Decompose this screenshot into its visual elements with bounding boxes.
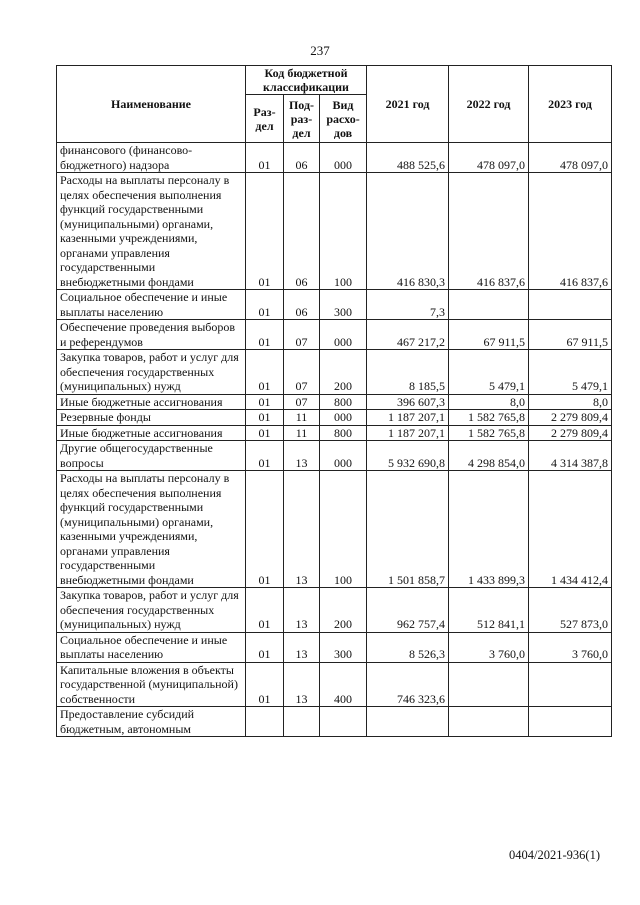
table-row [57, 632, 612, 662]
row-value-2021: 8 185,5 [367, 350, 449, 395]
row-value-2021: 5 932 690,8 [367, 441, 449, 471]
row-section: 01 [246, 632, 284, 662]
row-expense-type: 200 [320, 588, 367, 633]
row-value-2023: 5 479,1 [529, 350, 612, 395]
header-2021: 2021 год [367, 66, 449, 143]
row-value-2022: 5 479,1 [449, 350, 529, 395]
row-expense-type: 000 [320, 441, 367, 471]
row-section: 01 [246, 350, 284, 395]
row-section: 01 [246, 173, 284, 290]
row-subsection [284, 707, 320, 737]
page-number: 237 [310, 43, 330, 58]
row-value-2021: 488 525,6 [367, 143, 449, 173]
row-value-2022: 8,0 [449, 394, 529, 410]
row-expense-type: 100 [320, 173, 367, 290]
row-value-2023: 8,0 [529, 394, 612, 410]
row-value-2021: 8 526,3 [367, 632, 449, 662]
row-value-2021: 467 217,2 [367, 320, 449, 350]
row-value-2023: 416 837,6 [529, 173, 612, 290]
row-expense-type: 000 [320, 410, 367, 426]
row-value-2022: 512 841,1 [449, 588, 529, 633]
row-subsection: 11 [284, 410, 320, 426]
row-expense-type: 000 [320, 320, 367, 350]
row-section [246, 707, 284, 737]
row-subsection: 13 [284, 441, 320, 471]
row-value-2022: 67 911,5 [449, 320, 529, 350]
table-row [57, 441, 612, 471]
table-row [57, 350, 612, 395]
row-value-2021: 7,3 [367, 290, 449, 320]
table-row [57, 707, 612, 737]
row-value-2021 [367, 707, 449, 737]
row-name: Капитальные вложения в объекты государственной (муниципальной) собственности [57, 662, 246, 707]
row-subsection: 11 [284, 425, 320, 441]
row-name: Закупка товаров, работ и услуг для обеспечения государственных (муниципальных) нужд [57, 350, 246, 395]
row-value-2023: 2 279 809,4 [529, 425, 612, 441]
row-expense-type: 400 [320, 662, 367, 707]
row-value-2023: 1 434 412,4 [529, 471, 612, 588]
row-value-2022: 1 433 899,3 [449, 471, 529, 588]
row-name: Резервные фонды [57, 410, 246, 426]
header-name: Наименование [57, 66, 246, 143]
row-subsection: 13 [284, 632, 320, 662]
row-expense-type: 800 [320, 394, 367, 410]
row-section: 01 [246, 425, 284, 441]
row-section: 01 [246, 441, 284, 471]
row-name: Иные бюджетные ассигнования [57, 425, 246, 441]
row-value-2021: 1 187 207,1 [367, 425, 449, 441]
row-section: 01 [246, 410, 284, 426]
footer-document-code: 0404/2021-936(1) [509, 848, 600, 862]
row-value-2023 [529, 290, 612, 320]
table-row [57, 662, 612, 707]
table-body [57, 143, 612, 737]
row-value-2022: 1 582 765,8 [449, 410, 529, 426]
row-value-2022 [449, 662, 529, 707]
row-expense-type: 000 [320, 143, 367, 173]
row-section: 01 [246, 143, 284, 173]
row-value-2022: 416 837,6 [449, 173, 529, 290]
row-subsection: 13 [284, 662, 320, 707]
row-section: 01 [246, 662, 284, 707]
row-section: 01 [246, 320, 284, 350]
row-expense-type: 100 [320, 471, 367, 588]
row-value-2021: 1 187 207,1 [367, 410, 449, 426]
row-section: 01 [246, 588, 284, 633]
table-row [57, 143, 612, 173]
row-section: 01 [246, 290, 284, 320]
row-value-2023 [529, 707, 612, 737]
table-row [57, 410, 612, 426]
row-subsection: 06 [284, 173, 320, 290]
row-value-2021: 416 830,3 [367, 173, 449, 290]
row-name: Закупка товаров, работ и услуг для обеспечения государственных (муниципальных) нужд [57, 588, 246, 633]
table-header [57, 66, 612, 143]
row-name: Другие общегосударственные вопросы [57, 441, 246, 471]
row-subsection: 07 [284, 320, 320, 350]
header-2023: 2023 год [529, 66, 612, 143]
row-value-2023: 3 760,0 [529, 632, 612, 662]
row-value-2023: 478 097,0 [529, 143, 612, 173]
header-2022: 2022 год [449, 66, 529, 143]
row-name: Обеспечение проведения выборов и референдумов [57, 320, 246, 350]
row-name: Расходы на выплаты персоналу в целях обеспечения выполнения функций государственными (муниципальными) органами, казенными учреждениями, органами управления государственными внебюджетными фондами [57, 471, 246, 588]
budget-table [56, 65, 612, 737]
row-name: финансового (финансово-бюджетного) надзора [57, 143, 246, 173]
row-subsection: 06 [284, 143, 320, 173]
row-value-2021: 746 323,6 [367, 662, 449, 707]
row-section: 01 [246, 394, 284, 410]
row-value-2022: 478 097,0 [449, 143, 529, 173]
row-value-2022: 4 298 854,0 [449, 441, 529, 471]
row-name: Предоставление субсидий бюджетным, автономным [57, 707, 246, 737]
row-expense-type [320, 707, 367, 737]
table-row [57, 394, 612, 410]
table-row [57, 290, 612, 320]
row-name: Социальное обеспечение и иные выплаты населению [57, 632, 246, 662]
row-name: Социальное обеспечение и иные выплаты населению [57, 290, 246, 320]
row-expense-type: 800 [320, 425, 367, 441]
table-row [57, 320, 612, 350]
row-subsection: 06 [284, 290, 320, 320]
row-subsection: 13 [284, 588, 320, 633]
table-row [57, 471, 612, 588]
row-value-2021: 962 757,4 [367, 588, 449, 633]
row-value-2022: 3 760,0 [449, 632, 529, 662]
row-value-2021: 396 607,3 [367, 394, 449, 410]
row-subsection: 13 [284, 471, 320, 588]
row-expense-type: 300 [320, 290, 367, 320]
row-value-2023: 4 314 387,8 [529, 441, 612, 471]
row-section: 01 [246, 471, 284, 588]
row-expense-type: 300 [320, 632, 367, 662]
header-expense-type: Вид расхо- дов [320, 95, 367, 143]
table-row [57, 588, 612, 633]
table-row [57, 173, 612, 290]
header-subsection: Под- раз- дел [284, 95, 320, 143]
row-value-2023 [529, 662, 612, 707]
row-name: Расходы на выплаты персоналу в целях обеспечения выполнения функций государственными (муниципальными) органами, казенными учреждениями, органами управления государственными внебюджетными фондами [57, 173, 246, 290]
row-value-2021: 1 501 858,7 [367, 471, 449, 588]
row-name: Иные бюджетные ассигнования [57, 394, 246, 410]
row-value-2023: 527 873,0 [529, 588, 612, 633]
row-expense-type: 200 [320, 350, 367, 395]
row-subsection: 07 [284, 350, 320, 395]
table-row [57, 425, 612, 441]
header-code-group: Код бюджетной классификации [246, 66, 367, 95]
row-value-2022 [449, 707, 529, 737]
row-value-2023: 2 279 809,4 [529, 410, 612, 426]
header-section: Раз- дел [246, 95, 284, 143]
row-value-2023: 67 911,5 [529, 320, 612, 350]
row-subsection: 07 [284, 394, 320, 410]
row-value-2022 [449, 290, 529, 320]
row-value-2022: 1 582 765,8 [449, 425, 529, 441]
